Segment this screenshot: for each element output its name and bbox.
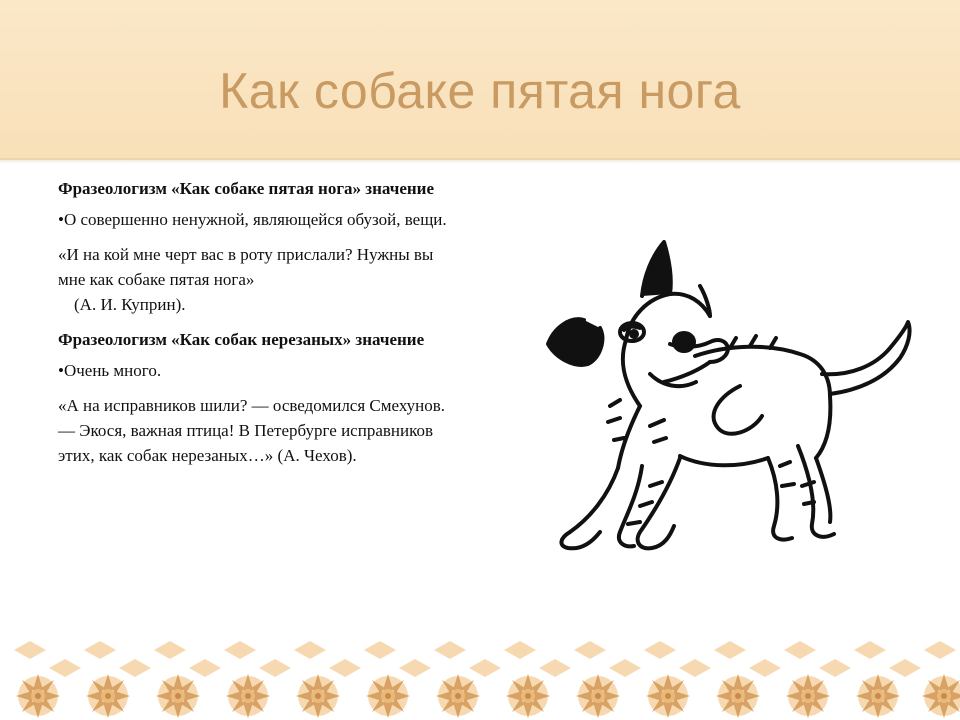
section-meaning-1 xyxy=(58,207,458,232)
slide-content xyxy=(58,176,458,478)
title-band xyxy=(0,0,960,160)
section-heading-2: Фразеологизм «Как собак нерезаных» значение xyxy=(58,330,425,349)
section-meaning-2 xyxy=(58,358,458,383)
dog-sketch-icon xyxy=(530,236,915,556)
section-quote-1 xyxy=(58,242,458,317)
meaning-text-1: О совершенно ненужной, являющейся обузой, вещи. xyxy=(63,210,447,229)
quote-text-1: «И на кой мне черт вас в роту прислали? Нужны вы мне как собаке пятая нога» xyxy=(58,245,434,289)
ornamental-border xyxy=(0,620,960,720)
section-quote-2: «А на исправников шили? — осведомился Смехунов. — Экося, важная птица! В Петербурге исправников этих, как собак нерезаных…» (А. Чехов). xyxy=(58,396,446,465)
section-heading-1: Фразеологизм «Как собаке пятая нога» значение xyxy=(58,179,435,198)
ornament-pattern-icon xyxy=(0,620,960,720)
quote-attribution-1: (А. И. Куприн). xyxy=(74,295,186,314)
meaning-text-2: Очень много. xyxy=(63,361,162,380)
slide-title: Как собаке пятая нога xyxy=(219,63,741,119)
